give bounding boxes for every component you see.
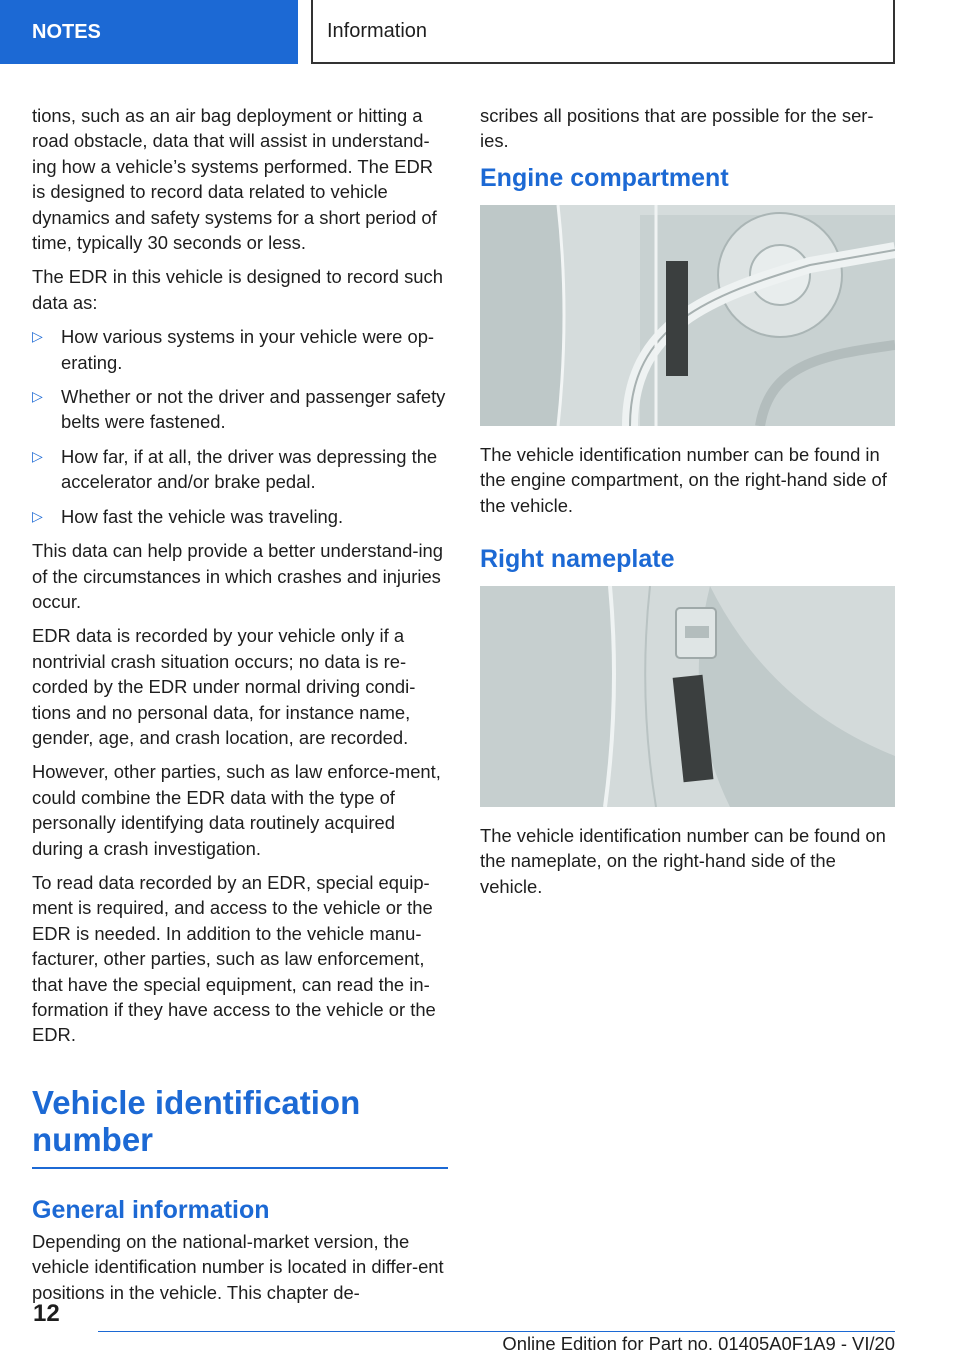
list-item <box>32 444 448 495</box>
list-item <box>32 504 448 529</box>
page-number: 12 <box>33 1300 60 1327</box>
list-item-text: How various systems in your vehicle were op‐erating. <box>61 326 435 373</box>
paragraph: Depending on the national-market version, the vehicle identification number is located in differ‐ent positions in the vehicle. This chapter de‐ <box>32 1230 444 1303</box>
list-item <box>32 324 448 375</box>
list-item-text: How far, if at all, the driver was depressing the accelerator and/or brake pedal. <box>61 445 438 493</box>
engine-compartment-illustration <box>480 205 895 426</box>
triangle-bullet-icon: ▷ <box>32 507 43 524</box>
right-column <box>480 103 896 908</box>
general-information-heading: General information <box>32 1195 270 1224</box>
nameplate-illustration <box>480 586 895 807</box>
section-title: Information <box>327 19 428 42</box>
footer-edition-text: Online Edition for Part no. 01405A0F1A9 - VI/20 <box>502 1333 895 1354</box>
paragraph: tions, such as an air bag deployment or hitting a road obstacle, data that will assist in understand‐ing how a vehicle’s systems performed. The EDR is designed to record data related to vehicle dynamics and safety systems for a short period of time, typically 30 seconds or less. <box>32 105 437 254</box>
triangle-bullet-icon: ▷ <box>32 328 43 345</box>
triangle-bullet-icon: ▷ <box>32 447 43 464</box>
figure-caption: The vehicle identification number can be found in the engine compartment, on the right-hand side of the vehicle. <box>480 443 887 516</box>
figure-caption: The vehicle identification number can be found on the nameplate, on the right-hand side of the vehicle. <box>480 825 886 897</box>
left-column <box>32 103 448 1314</box>
header-tab <box>0 0 298 64</box>
header-section <box>311 0 895 64</box>
list-item <box>32 384 448 435</box>
header-tab-label: NOTES <box>32 20 101 43</box>
paragraph: The EDR in this vehicle is designed to record such data as: <box>32 266 443 313</box>
list-item-text: Whether or not the driver and passenger safety belts were fastened. <box>61 386 446 433</box>
paragraph: EDR data is recorded by your vehicle only if a nontrivial crash situation occurs; no data is re‐corded by the EDR under normal driving condi‐tions and no personal data, for instance name, gender, age, and crash location, are recorded. <box>32 625 416 748</box>
engine-compartment-figure <box>480 205 895 426</box>
right-nameplate-heading: Right nameplate <box>480 545 675 574</box>
nameplate-figure <box>480 586 895 807</box>
engine-compartment-heading: Engine compartment <box>480 163 729 192</box>
paragraph: This data can help provide a better understand‐ing of the circumstances in which crashes and injuries occur. <box>32 540 443 612</box>
paragraph: However, other parties, such as law enforce‐ment, could combine the EDR data with the type of personally identifying data routinely acquired during a crash investigation. <box>32 761 441 859</box>
bullet-list <box>32 324 448 529</box>
paragraph: scribes all positions that are possible for the ser‐ies. <box>480 105 874 152</box>
chapter-title: Vehicle identification number <box>32 1084 448 1169</box>
footer-divider <box>98 1331 895 1332</box>
triangle-bullet-icon: ▷ <box>32 388 43 405</box>
list-item-text: How fast the vehicle was traveling. <box>61 505 344 527</box>
paragraph: To read data recorded by an EDR, special equip‐ment is required, and access to the vehicle or the EDR is needed. In addition to the vehicle manu‐facturer, other parties, such as law enforcement, that have the special equipment, can read the in‐formation if they have access to the vehicle or the EDR. <box>32 871 436 1046</box>
